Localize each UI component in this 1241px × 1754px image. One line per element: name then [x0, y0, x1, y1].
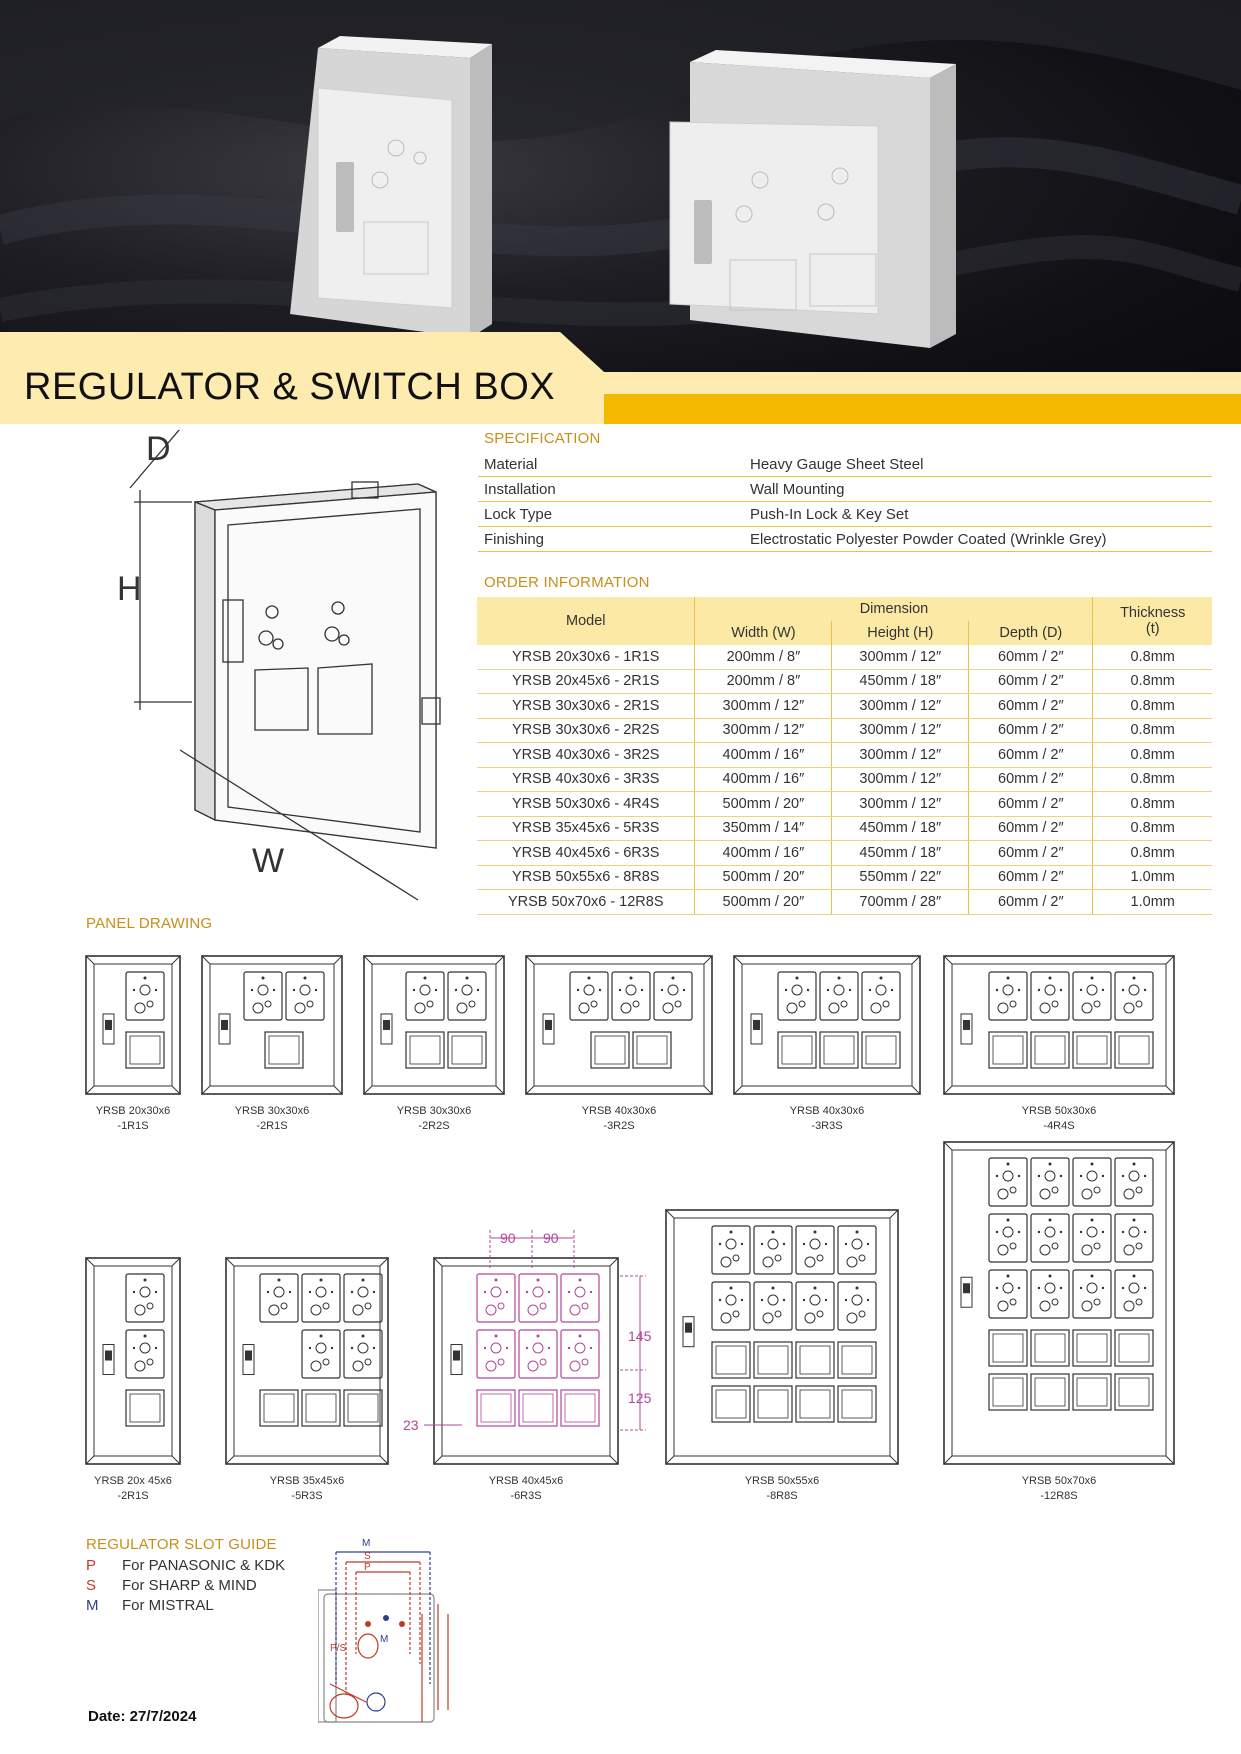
cell-depth: 60mm / 2″ — [969, 743, 1093, 768]
dim-125: 125 — [628, 1390, 652, 1406]
table-row — [477, 694, 1212, 719]
slot-guide-diagram — [318, 1534, 468, 1730]
dim-label-d: D — [146, 430, 171, 468]
cell-thickness: 0.8mm — [1093, 669, 1212, 694]
product-photo-large-box — [670, 50, 956, 348]
panel-caption — [73, 1104, 193, 1134]
col-model: Model — [477, 597, 695, 645]
panel-drawing — [526, 956, 712, 1094]
cell-width: 400mm / 16″ — [695, 841, 832, 866]
col-width: Width (W) — [695, 621, 832, 645]
slot-guide-list — [86, 1556, 285, 1616]
guide-dim-s: S — [364, 1551, 371, 1562]
panel-caption-model: YRSB 50x30x6 — [1021, 1105, 1097, 1117]
cell-width: 500mm / 20″ — [695, 792, 832, 817]
cell-depth: 60mm / 2″ — [969, 645, 1093, 669]
spec-value: Push-In Lock & Key Set — [744, 502, 1212, 527]
cell-height: 300mm / 12″ — [832, 645, 969, 669]
cell-model: YRSB 30x30x6 - 2R1S — [477, 694, 695, 719]
cell-model: YRSB 30x30x6 - 2R2S — [477, 718, 695, 743]
order-table-body — [477, 645, 1212, 914]
cell-height: 300mm / 12″ — [832, 718, 969, 743]
cell-width: 500mm / 20″ — [695, 890, 832, 915]
cell-model: YRSB 40x45x6 - 6R3S — [477, 841, 695, 866]
guide-letter: P — [86, 1557, 97, 1574]
cell-thickness: 0.8mm — [1093, 816, 1212, 841]
panel-drawing — [86, 1258, 180, 1464]
dim-23: 23 — [403, 1417, 419, 1433]
cell-model: YRSB 20x45x6 - 2R1S — [477, 669, 695, 694]
guide-letter: M — [86, 1597, 99, 1614]
cell-model: YRSB 20x30x6 - 1R1S — [477, 645, 695, 669]
panel-caption-code: -8R8S — [766, 1490, 798, 1502]
cell-thickness: 0.8mm — [1093, 718, 1212, 743]
panel-drawing — [666, 1210, 898, 1464]
panel-drawing — [226, 1258, 388, 1464]
cell-width: 400mm / 16″ — [695, 743, 832, 768]
spec-label: Installation — [478, 477, 744, 502]
spec-label: Material — [478, 452, 744, 477]
cell-height: 550mm / 22″ — [832, 865, 969, 890]
cell-height: 300mm / 12″ — [832, 767, 969, 792]
col-dimension: Dimension — [695, 597, 1093, 621]
col-depth: Depth (D) — [969, 621, 1093, 645]
guide-text: For PANASONIC & KDK — [122, 1557, 286, 1574]
table-row — [477, 816, 1212, 841]
cell-width: 200mm / 8″ — [695, 645, 832, 669]
panel-caption-model: YRSB 20x30x6 — [95, 1105, 171, 1117]
cell-width: 200mm / 8″ — [695, 669, 832, 694]
col-height: Height (H) — [832, 621, 969, 645]
cell-depth: 60mm / 2″ — [969, 718, 1093, 743]
panel-caption — [722, 1474, 842, 1504]
panel-caption-model: YRSB 50x55x6 — [744, 1475, 820, 1487]
panel-drawing — [944, 956, 1174, 1094]
panel-drawing — [944, 1142, 1174, 1464]
cell-thickness: 0.8mm — [1093, 743, 1212, 768]
cell-thickness: 0.8mm — [1093, 645, 1212, 669]
order-information-heading: ORDER INFORMATION — [484, 574, 650, 591]
panel-caption-model: YRSB 40x30x6 — [581, 1105, 657, 1117]
panel-drawing — [734, 956, 920, 1094]
guide-dim-p: P — [364, 1562, 371, 1573]
table-row — [477, 890, 1212, 915]
guide-text: For SHARP & MIND — [122, 1577, 257, 1594]
cell-height: 300mm / 12″ — [832, 792, 969, 817]
panel-caption-code: -2R2S — [418, 1120, 450, 1132]
cell-thickness: 0.8mm — [1093, 694, 1212, 719]
col-thickness: Thickness — [1093, 597, 1212, 621]
cell-depth: 60mm / 2″ — [969, 865, 1093, 890]
panel-caption-code: -3R2S — [603, 1120, 635, 1132]
regulator-slot-guide-heading: REGULATOR SLOT GUIDE — [86, 1536, 277, 1553]
table-row — [478, 477, 1212, 502]
product-photo-small-box — [290, 36, 492, 338]
table-row — [477, 645, 1212, 669]
specification-table — [478, 452, 1212, 552]
guide-label-ps: P/S — [330, 1643, 347, 1654]
panel-drawing-heading: PANEL DRAWING — [86, 915, 213, 932]
cell-thickness: 0.8mm — [1093, 792, 1212, 817]
spec-value: Electrostatic Polyester Powder Coated (Wrinkle Grey) — [744, 527, 1212, 552]
cell-width: 300mm / 12″ — [695, 694, 832, 719]
panel-caption-code: -4R4S — [1043, 1120, 1075, 1132]
cell-depth: 60mm / 2″ — [969, 669, 1093, 694]
cell-width: 500mm / 20″ — [695, 865, 832, 890]
cell-height: 700mm / 28″ — [832, 890, 969, 915]
table-row — [477, 767, 1212, 792]
cell-depth: 60mm / 2″ — [969, 792, 1093, 817]
cell-height: 300mm / 12″ — [832, 694, 969, 719]
cell-model: YRSB 40x30x6 - 3R3S — [477, 767, 695, 792]
panel-caption-model: YRSB 35x45x6 — [269, 1475, 345, 1487]
dim-90-a: 90 — [500, 1230, 516, 1246]
panel-caption — [999, 1474, 1119, 1504]
cell-depth: 60mm / 2″ — [969, 767, 1093, 792]
table-row — [478, 502, 1212, 527]
spec-label: Lock Type — [478, 502, 744, 527]
guide-dim-m: M — [362, 1538, 371, 1549]
guide-letter: S — [86, 1577, 97, 1594]
panel-caption-model: YRSB 40x45x6 — [488, 1475, 564, 1487]
cell-height: 450mm / 18″ — [832, 669, 969, 694]
spec-value: Heavy Gauge Sheet Steel — [744, 452, 1212, 477]
table-row — [477, 865, 1212, 890]
cell-model: YRSB 50x55x6 - 8R8S — [477, 865, 695, 890]
panel-drawing — [86, 956, 180, 1094]
cell-height: 300mm / 12″ — [832, 743, 969, 768]
panel-caption-code: -12R8S — [1040, 1490, 1078, 1502]
cell-height: 450mm / 18″ — [832, 841, 969, 866]
cell-thickness: 0.8mm — [1093, 841, 1212, 866]
table-row — [477, 792, 1212, 817]
panel-caption — [466, 1474, 586, 1504]
panel-caption-model: YRSB 40x30x6 — [789, 1105, 865, 1117]
panel-caption-code: -3R3S — [811, 1120, 843, 1132]
panel-caption — [559, 1104, 679, 1134]
panel-caption-model: YRSB 30x30x6 — [396, 1105, 472, 1117]
table-row — [478, 452, 1212, 477]
cell-width: 400mm / 16″ — [695, 767, 832, 792]
cell-width: 350mm / 14″ — [695, 816, 832, 841]
dim-90-b: 90 — [543, 1230, 559, 1246]
panel-caption-code: -6R3S — [510, 1490, 542, 1502]
panel-drawings — [0, 940, 1241, 1520]
panel-caption — [767, 1104, 887, 1134]
dim-label-h: H — [117, 570, 142, 608]
table-row — [477, 743, 1212, 768]
list-item — [86, 1576, 285, 1596]
guide-text: For MISTRAL — [122, 1597, 214, 1614]
dim-145: 145 — [628, 1328, 652, 1344]
panel-drawing — [202, 956, 342, 1094]
panel-caption-code: -2R1S — [117, 1490, 149, 1502]
panel-caption-model: YRSB 20x 45x6 — [94, 1475, 172, 1487]
cell-model: YRSB 50x30x6 - 4R4S — [477, 792, 695, 817]
panel-drawing — [364, 956, 504, 1094]
cell-thickness: 0.8mm — [1093, 767, 1212, 792]
cell-thickness: 1.0mm — [1093, 865, 1212, 890]
cell-depth: 60mm / 2″ — [969, 694, 1093, 719]
cell-depth: 60mm / 2″ — [969, 890, 1093, 915]
table-row — [477, 718, 1212, 743]
panel-caption-code: -5R3S — [291, 1490, 323, 1502]
panel-caption-model: YRSB 50x70x6 — [1021, 1475, 1097, 1487]
panel-caption — [374, 1104, 494, 1134]
spec-label: Finishing — [478, 527, 744, 552]
list-item — [86, 1556, 285, 1576]
page-title: REGULATOR & SWITCH BOX — [24, 366, 556, 408]
cell-thickness: 1.0mm — [1093, 890, 1212, 915]
table-row — [478, 527, 1212, 552]
order-table — [477, 597, 1212, 915]
panel-caption — [999, 1104, 1119, 1134]
panel-caption-code: -1R1S — [117, 1120, 149, 1132]
list-item — [86, 1596, 285, 1616]
panel-caption — [73, 1474, 193, 1504]
cell-width: 300mm / 12″ — [695, 718, 832, 743]
table-row — [477, 841, 1212, 866]
cell-model: YRSB 35x45x6 - 5R3S — [477, 816, 695, 841]
cell-depth: 60mm / 2″ — [969, 816, 1093, 841]
cell-model: YRSB 40x30x6 - 3R2S — [477, 743, 695, 768]
document-date: Date: 27/7/2024 — [88, 1708, 197, 1725]
isometric-drawing — [120, 430, 450, 910]
cell-height: 450mm / 18″ — [832, 816, 969, 841]
spec-value: Wall Mounting — [744, 477, 1212, 502]
cell-depth: 60mm / 2″ — [969, 841, 1093, 866]
col-thickness-unit: (t) — [1093, 621, 1212, 645]
specification-heading: SPECIFICATION — [484, 430, 601, 447]
guide-label-m: M — [380, 1634, 389, 1645]
panel-caption — [212, 1104, 332, 1134]
panel-drawing — [434, 1258, 618, 1464]
panel-caption-code: -2R1S — [256, 1120, 288, 1132]
panel-caption — [247, 1474, 367, 1504]
table-row — [477, 669, 1212, 694]
cell-model: YRSB 50x70x6 - 12R8S — [477, 890, 695, 915]
panel-caption-model: YRSB 30x30x6 — [234, 1105, 310, 1117]
dim-label-w: W — [252, 842, 285, 880]
